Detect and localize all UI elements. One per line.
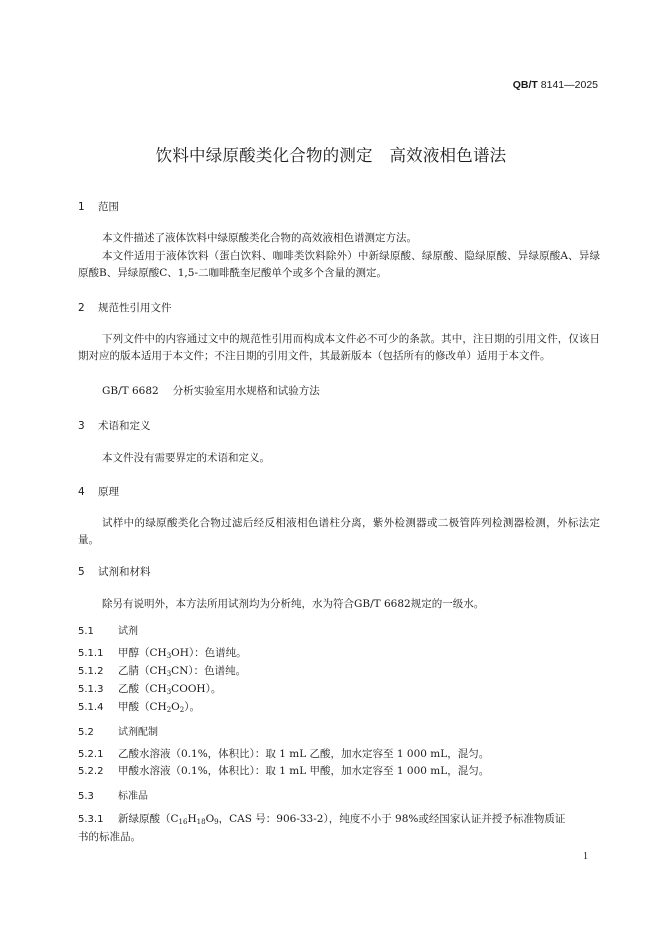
reference-code: GB/T 6682 (102, 385, 159, 397)
item-number: 5.1.2 (78, 666, 104, 677)
section-3-heading (78, 418, 151, 433)
subsection-5-2-heading (78, 723, 158, 738)
section-title: 原理 (98, 486, 119, 498)
section-1-heading (78, 199, 119, 214)
item-text: 甲酸（CH (118, 701, 167, 713)
section-4-paragraph-1: 试样中的绿原酸类化合物过滤后经反相液相色谱柱分离，紫外检测器或二极管阵列检测器检测，外标法定量。 (78, 517, 600, 546)
preparation-item (78, 763, 489, 778)
section-title: 试剂和材料 (98, 566, 151, 578)
section-2-paragraph-1: 下列文件中的内容通过文中的规范性引用而构成本文件必不可少的条款。其中，注日期的引用文件，仅该日期对应的版本适用于本文件；不注日期的引用文件，其最新版本（包括所有的修改单）适用于本文件。 (78, 333, 600, 362)
item-text: ）：色谱纯。 (188, 647, 247, 659)
standard-code-header (513, 79, 598, 91)
normative-reference (102, 383, 320, 400)
section-3-paragraph-1: 本文件没有需要界定的术语和定义。 (102, 452, 270, 464)
item-text: 甲醇（CH (118, 647, 167, 659)
subsection-number: 5.2 (78, 727, 94, 738)
section-title: 范围 (98, 201, 119, 213)
item-number: 5.1.3 (78, 684, 104, 695)
item-text: 甲酸水溶液（0.1%，体积比）：取 1 mL 甲酸，加水定容至 1 000 mL，混匀。 (118, 765, 490, 777)
item-text: 乙腈（CH (118, 665, 167, 677)
section-4-heading (78, 484, 119, 499)
item-text: COOH (171, 683, 206, 695)
subscript: 9 (214, 818, 219, 826)
reference-title: 分析实验室用水规格和试验方法 (172, 385, 320, 397)
subsection-number: 5.1 (78, 626, 94, 637)
item-number: 5.3.1 (78, 814, 104, 825)
section-number: 1 (78, 201, 85, 213)
subsection-5-3-heading (78, 787, 148, 802)
item-text: H (187, 813, 197, 825)
item-text: 乙酸水溶液（0.1%，体积比）：取 1 mL 乙酸，加水定容至 1 000 mL，混匀。 (118, 748, 490, 760)
item-text: ）：色谱纯。 (188, 665, 247, 677)
reagent-item (78, 681, 221, 696)
preparation-item (78, 746, 489, 761)
item-text: O (205, 813, 215, 825)
subsection-number: 5.3 (78, 791, 94, 802)
reagent-item (78, 663, 246, 678)
section-1-paragraph-2: 本文件适用于液体饮料（蛋白饮料、咖啡类饮料除外）中新绿原酸、绿原酸、隐绿原酸、异绿原酸A、异绿原酸B、异绿原酸C、1,5-二咖啡酰奎尼酸单个或多个含量的测定。 (78, 250, 600, 279)
item-text: ）。 (205, 683, 222, 695)
section-number: 5 (78, 566, 85, 578)
item-number: 5.1.1 (78, 648, 104, 659)
item-text: O (171, 701, 180, 713)
subscript: 3 (166, 688, 172, 696)
subsection-title: 试剂 (118, 626, 138, 637)
subscript: 16 (178, 818, 188, 826)
item-text: OH (171, 647, 189, 659)
section-5-heading (78, 564, 151, 579)
standard-code-number: 8141—2025 (537, 79, 598, 91)
subsection-title: 标准品 (118, 791, 148, 802)
item-number: 5.1.4 (78, 702, 104, 713)
subsection-title: 试剂配制 (118, 727, 158, 738)
section-title: 术语和定义 (98, 420, 151, 432)
section-5-paragraph-1: 除另有说明外，本方法所用试剂均为分析纯，水为符合GB/T 6682规定的一级水。 (102, 598, 485, 610)
item-text: CN (171, 665, 189, 677)
item-text: ，CAS 号：906-33-2），纯度不小于 98%或经国家认证并授予标准物质证 (218, 813, 566, 825)
section-1-paragraph-1: 本文件描述了液体饮料中绿原酸类化合物的高效液相色谱测定方法。 (102, 232, 417, 244)
page-title: 饮料中绿原酸类化合物的测定 高效液相色谱法 (155, 146, 507, 165)
subscript: 18 (196, 818, 206, 826)
item-text: 新绿原酸（C (118, 813, 179, 825)
item-text: 乙酸（CH (118, 683, 167, 695)
reagent-item (78, 699, 200, 714)
item-text: ）。 (184, 701, 200, 713)
section-number: 4 (78, 486, 85, 498)
standard-code-bold: QB/T (512, 79, 538, 91)
page-number: 1 (583, 851, 588, 862)
subsection-5-1-heading (78, 622, 138, 637)
subscript: 3 (166, 670, 172, 678)
section-title: 规范性引用文件 (98, 302, 172, 314)
item-number: 5.2.1 (78, 749, 104, 760)
standard-item-continuation: 书的标准品。 (78, 831, 141, 843)
item-number: 5.2.2 (78, 766, 104, 777)
section-number: 3 (78, 420, 85, 432)
subscript: 2 (166, 706, 172, 714)
standard-item (78, 811, 565, 826)
section-2-heading (78, 300, 172, 315)
subscript: 2 (179, 706, 185, 714)
subscript: 3 (166, 652, 172, 660)
reagent-item (78, 645, 247, 660)
section-number: 2 (78, 302, 85, 314)
